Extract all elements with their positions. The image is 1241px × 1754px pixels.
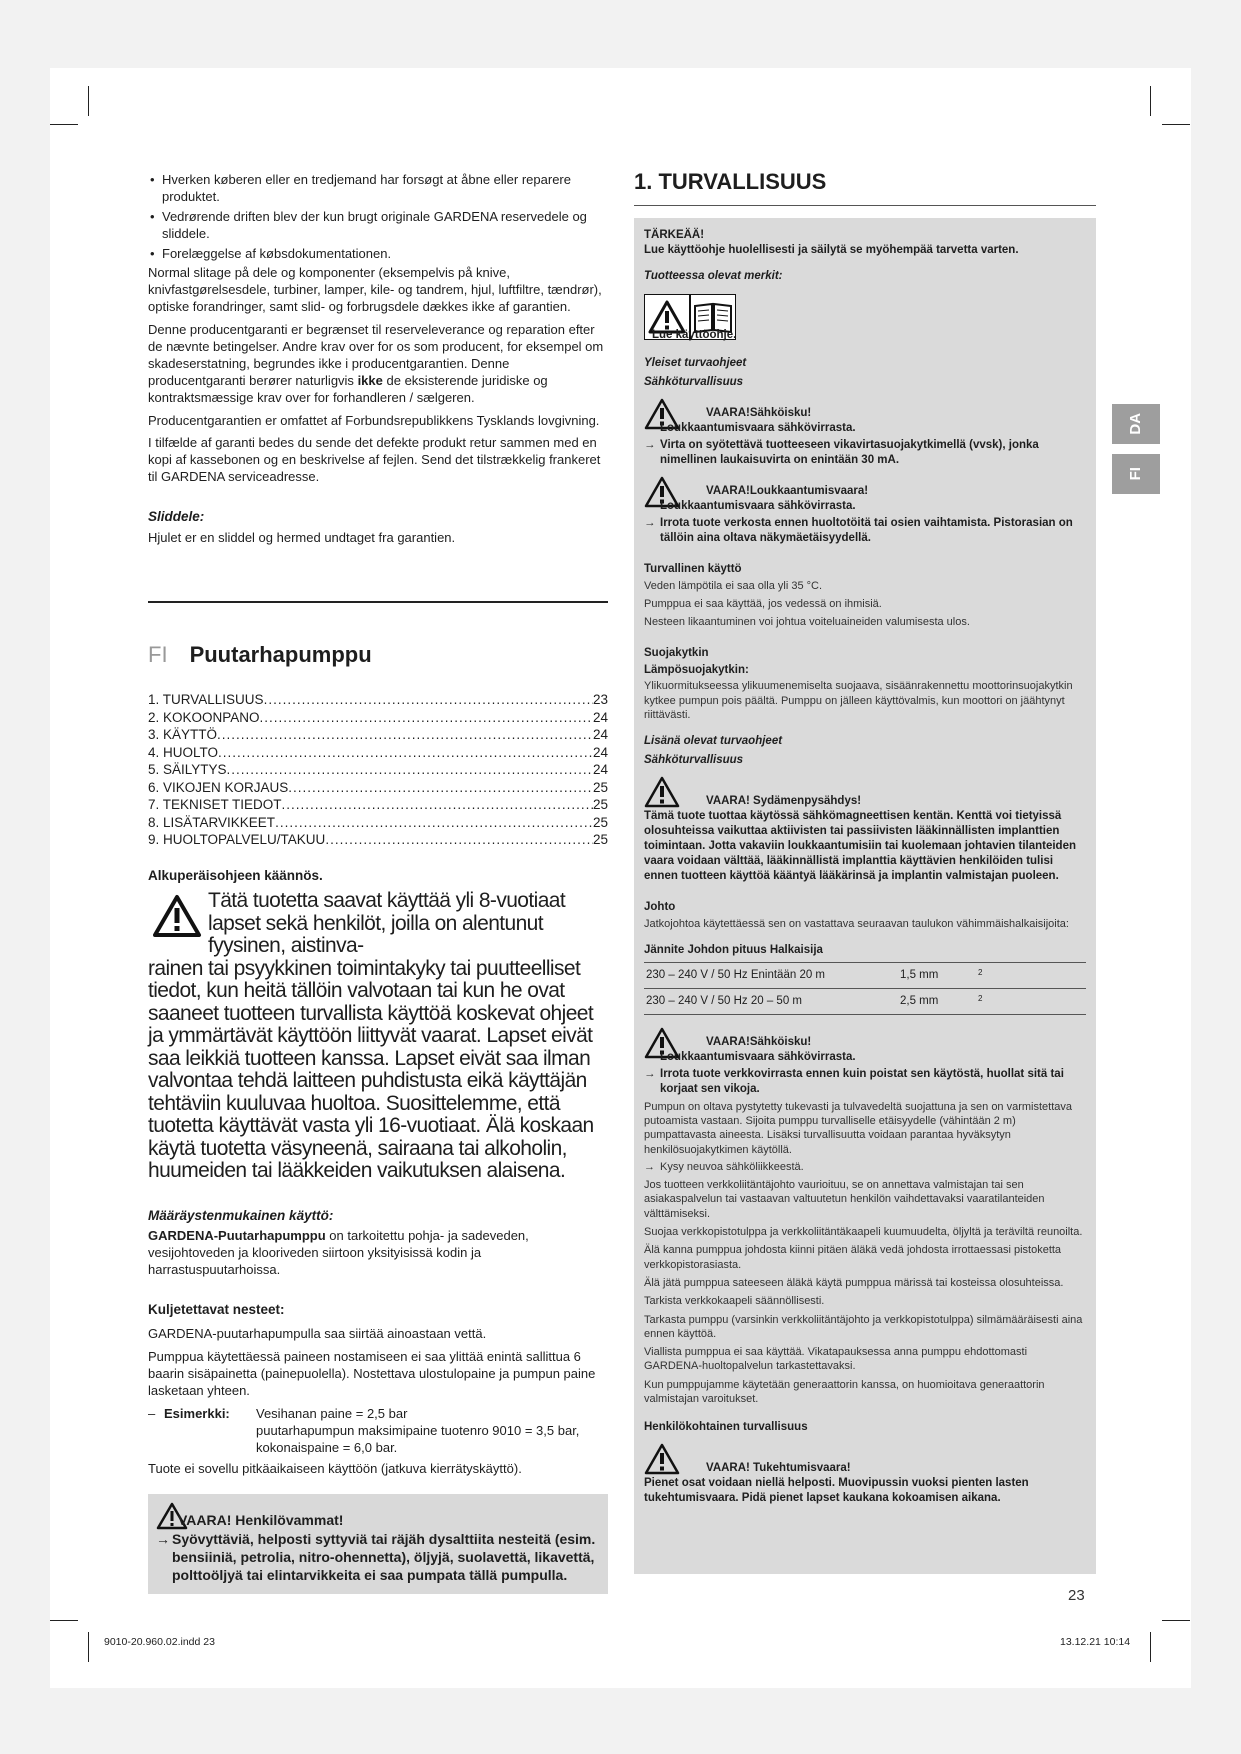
footer-file: 9010-20.960.02.indd 23 [104,1636,215,1648]
cable-table [644,962,1086,1015]
warning-title: VAARA! Henkilövammat! [178,1512,344,1529]
warning-triangle-icon [152,894,202,938]
toc-row[interactable]: 9. HUOLTOPALVELU/TAKUU ..... 25 [148,831,608,849]
paragraph: Tuote ei sovellu pitkäaikaiseen käyttöön (jatkuva kierrätyskäyttö). [148,1460,522,1476]
warning-block: VAARA! Sydämenpysähdys! [644,776,1086,809]
warning-text: → Syövyttäviä, helposti syttyviä tai räjäh dysalttiita nesteitä (esim. bensiiniä, petrolia, nitro-ohennetta), öljyjä, suolavettä, likavettä, polttoöljyä tai elintarvikkeita ei saa pumpata tällä pumpulla. [156,1530,600,1585]
paragraph: Hjulet er en sliddel og hermed undtaget fra garantien. [148,529,456,545]
tab-language-da[interactable]: DA [1112,404,1160,444]
instruction: → Kysy neuvoa sähköliikkeestä. [644,1160,1086,1174]
paragraph: Denne producentgaranti er begrænset til reserveleverance og reparation efter de nævnte betingelser. Andre krav over for os som producent, for eksempel om skadeserstatning, begrundes ikke i producentgarantien. Denne producentgaranti berører naturligvis ikke de eksisterende juridiske og kontraktsmæssige krav over for forhandleren / sælgeren. [148,322,604,405]
warning-text: Tämä tuote tuottaa käytössä sähkömagneettisen kentän. Kenttä voi tietyissä olosuhteissa vaikuttaa aktiivisten tai passiivisten lääkinnällisten implanttien toimintaan. Jotta vakaviin loukkaantumisiin tai kuolemaan johtavien tilanteiden vaara voidaan välttää, lääkinnällistä implanttia käyttävien henkilöiden tulisi ennen tuotteen käyttöä kääntyä lääkärinsä ja implantin valmistajan puoleen. [644,810,1076,882]
warning-block: VAARA!Sähköisku! Loukkaantumisvaara sähkövirrasta. [644,1027,1086,1065]
important-label: TÄRKEÄÄ! [644,228,705,241]
paragraph: Pumppua ei saa käyttää, jos vedessä on ihmisiä. [644,598,882,611]
general-heading: Yleiset turvaohjeet [644,357,747,370]
table-row: 230 – 240 V / 50 Hz 20 – 50 m 2,5 mm 2 [644,988,1086,1014]
electric-heading: Sähköturvallisuus [644,376,744,389]
safety-box [634,218,1096,1574]
warning-block: VAARA!Sähköisku! Loukkaantumisvaara sähkövirrasta. [644,398,1086,436]
table-row: 230 – 240 V / 50 Hz Enintään 20 m 1,5 mm 2 [644,963,1086,989]
symbol-group [644,294,1086,342]
paragraph: GARDENA-puutarhapumpulla saa siirtää ainoastaan vettä. [148,1326,487,1342]
instruction: → Irrota tuote verkosta ennen huoltotöitä tai osien vaihtamista. Pistorasian on tällöin aina oltava näkymäetäisyydellä. [644,516,1086,546]
paragraph: Pumppua käytettäessä paineen nostamiseen ei saa ylittää enintä sallittua 6 baarin sisäpainetta (painepuolella). Nostettava ulostulopaine ja pumpun paine lasketaan yhteen. [148,1349,596,1399]
paragraph: Älä kanna pumppua johdosta kiinni pitäen äläkä vedä johdosta irrottaessasi pistoketta verkkopistorasiasta. [644,1244,1062,1271]
right-column [634,168,1096,1574]
paragraph: Älä jätä pumppua sateeseen äläkä käytä pumppua märissä tai kosteissa olosuhteissa. [644,1276,1064,1289]
language-code: FI [148,641,168,667]
toc-row[interactable]: 7. TEKNISET TIEDOT ..... 25 [148,796,608,814]
intended-use-heading: Määräystenmukainen käyttö: [148,1207,334,1223]
translation-note: Alkuperäisohjeen käännös. [148,867,323,883]
toc-row[interactable]: 6. VIKOJEN KORJAUS ..... 25 [148,779,608,797]
product-title: Puutarhapumppu [189,641,372,667]
crop-mark [1162,124,1190,125]
toc-row[interactable]: 2. KOKOONPANO ..... 24 [148,709,608,727]
symbol-caption: Lue käyttöohje. [652,329,737,342]
paragraph: Producentgarantien er omfattet af Forbundsrepublikkens Tysklands lovgivning. [148,412,600,428]
paragraph: Kun pumppujamme käytetään generaattorin kanssa, on huomioitava generaattorin valmistajan varoitukset. [644,1378,1045,1406]
instruction: → Virta on syötettävä tuotteeseen vikavirtasuojakytkimellä (vvsk), jonka nimellinen laukaisuvirta on enintään 30 mA. [644,438,1086,468]
liquids-heading: Kuljetettavat nesteet: [148,1301,285,1317]
paragraph: Ylikuormitukseessa ylikuumenemiselta suojaava, sisäänrakennettu moottorinsuojakytkin kytkee pumpun pois päältä. Pumppu on jälleen käyttövalmis, kun moottori on jäähtynyt riittävästi. [644,680,1073,722]
fi-section-title [148,641,608,670]
sliddele-heading: Sliddele: [148,509,205,525]
warning-text: Pienet osat voidaan niellä helposti. Muovipussin vuoksi pienten lasten tukehtumisvaara. Pidä pienet lapset kaukana kokoamisen aikana. [644,1477,1029,1505]
bullet-item: • Forelæggelse af købsdokumentationen. [148,246,608,263]
electric-heading: Sähköturvallisuus [644,754,744,767]
crop-mark [50,1620,78,1621]
bullet-item: • Vedrørende driften blev der kun brugt originale GARDENA reservedele og sliddele. [148,209,608,243]
page-number: 23 [1068,1587,1085,1604]
toc-row[interactable]: 8. LISÄTARVIKKEET ..... 25 [148,814,608,832]
symbols-heading: Tuotteessa olevat merkit: [644,270,783,283]
paragraph: Suojaa verkkopistotulppa ja verkkoliitäntäkaapeli kuumuudelta, öljyltä ja teräviltä reunoilta. [644,1226,1083,1239]
paragraph: Jos tuotteen verkkoliitäntäjohto vaurioituu, se on annettava valmistajan tai sen asiakaspalvelun tai vastaavan valtuutetun henkilön vaihdettavaksi vaaratilanteiden välttämiseksi. [644,1179,1045,1220]
paragraph: Pumpun on oltava pystytetty tukevasti ja tulvavedeltä suojattuna ja sen on varmistettava putoamista vastaan. Sijoita pumppu turvalliselle etäisyydelle (vähintään 2 m) pumpattavasta aineesta. Lisäksi turvallisuutta voidaan parantaa hyväksytyn henkilösuojakytkimen käytöllä. [644,1100,1073,1156]
crop-mark [88,1632,89,1662]
crop-mark [1150,1632,1151,1662]
warning-block: VAARA! Tukehtumisvaara! [644,1443,1086,1476]
crop-mark [1150,86,1151,116]
paragraph: GARDENA-Puutarhapumppu on tarkoitettu pohja- ja sadeveden, vesijohtoveden ja klooriveden siirtoon yksityisissä kodin ja harrastuspuutarhoissa. [148,1228,529,1278]
crop-mark [50,124,78,125]
personal-heading: Henkilökohtainen turvallisuus [644,1421,808,1434]
important-text: Lue käyttöohje huolellisesti ja säilytä se myöhempää tarvetta varten. [644,243,1019,256]
crop-mark [88,86,89,116]
warning-text: Tätä tuotetta saavat käyttää yli 8-vuotiaat lapset sekä henkilöt, joilla on alentunut fyysinen, aistinva- [208,889,566,958]
toc-row[interactable]: 1. TURVALLISUUS ..... 23 [148,691,608,709]
instruction: → Irrota tuote verkkovirrasta ennen kuin poistat sen käytöstä, huollat sitä tai korjaat sen vikoja. [644,1067,1086,1097]
toc-row[interactable]: 5. SÄILYTYS ..... 24 [148,761,608,779]
crop-mark [1162,1620,1190,1621]
section-title: 1. TURVALLISUUS [634,168,1096,206]
danger-box [148,1494,608,1595]
additional-heading: Lisänä olevat turvaohjeet [644,735,783,748]
toc-row[interactable]: 3. KÄYTTÖ ..... 24 [148,726,608,744]
warning-block: VAARA!Loukkaantumisvaara! Loukkaantumisvaara sähkövirrasta. [644,476,1086,514]
warning-text: rainen tai psyykkinen toimintakyky tai puutteelliset tiedot, kun heitä tällöin valvotaan tai kun he ovat saaneet tuotteen turvallista käyttöä koskevat ohjeet ja ymmärtävät käyttöön liittyvät vaarat. Lapset eivät saa leikkiä tuotteen kanssa. Lapset eivät saa ilman valvontaa tehdä laitteen puhdistusta eikä käyttäjän tehtäviin kuuluvaa huoltoa. Suosittelemme, että tuotetta käyttävät vasta yli 16-vuotiaat. Älä koskaan käytä tuotetta väsyneenä, sairaana tai alkoholin, huumeiden tai lääkkeiden vaikutuksen alaisena. [148,956,594,1183]
paragraph: I tilfælde af garanti bedes du sende det defekte produkt retur sammen med en kopi af kassebonen og en beskrivelse af fejlen. Send det tilstrækkelig frankeret til GARDENA serviceadresse. [148,435,601,485]
paragraph: Normal slitage på dele og komponenter (eksempelvis på knive, knivfastgørelsesdele, turbiner, lamper, kile- og tandrem, hjul, luftfiltre, tændrør), optiske forandringer, samt slid- og forbrugsdele dækkes ikke af garantien. [148,265,602,315]
table-of-contents [148,691,608,849]
footer-timestamp: 13.12.21 10:14 [1060,1636,1131,1648]
tab-language-fi[interactable]: FI [1112,454,1160,494]
safe-use-heading: Turvallinen käyttö [644,562,742,575]
table-header: Jännite Johdon pituus Halkaisija [644,944,823,957]
paragraph: Jatkojohtoa käytettäessä sen on vastattava seuraavan taulukon vähimmäishalkaisijoita: [644,917,1069,930]
big-warning [148,890,608,1183]
paragraph: Tarkista verkkokaapeli säännöllisesti. [644,1295,825,1308]
thermal-heading: Lämpösuojakytkin: [644,663,749,676]
section-divider [148,601,608,603]
protection-heading: Suojakytkin [644,646,709,659]
toc-row[interactable]: 4. HUOLTO ..... 24 [148,744,608,762]
cable-heading: Johto [644,900,676,913]
left-column [148,172,608,1594]
bullet-item: • Hverken køberen eller en tredjemand har forsøgt at åbne eller reparere produktet. [148,172,608,206]
paragraph: Veden lämpötila ei saa olla yli 35 °C. [644,579,823,592]
paragraph: Viallista pumppua ei saa käyttää. Vikatapauksessa anna pumppu ehdottomasti GARDENA-huoltopalvelun tarkastettavaksi. [644,1346,1028,1373]
paragraph: Nesteen likaantuminen voi johtua voiteluaineiden valumisesta ulos. [644,616,970,629]
example-block: – Esimerkki: Vesihanan paine = 2,5 bar puutarhapumpun maksimipaine tuotenro 9010 = 3,5 bar, kokonaispaine = 6,0 bar. [148,1406,580,1455]
paragraph: Tarkasta pumppu (varsinkin verkkoliitäntäjohto ja verkkopistotulppa) silmämääräisesti aina ennen käyttöä. [644,1313,1083,1340]
